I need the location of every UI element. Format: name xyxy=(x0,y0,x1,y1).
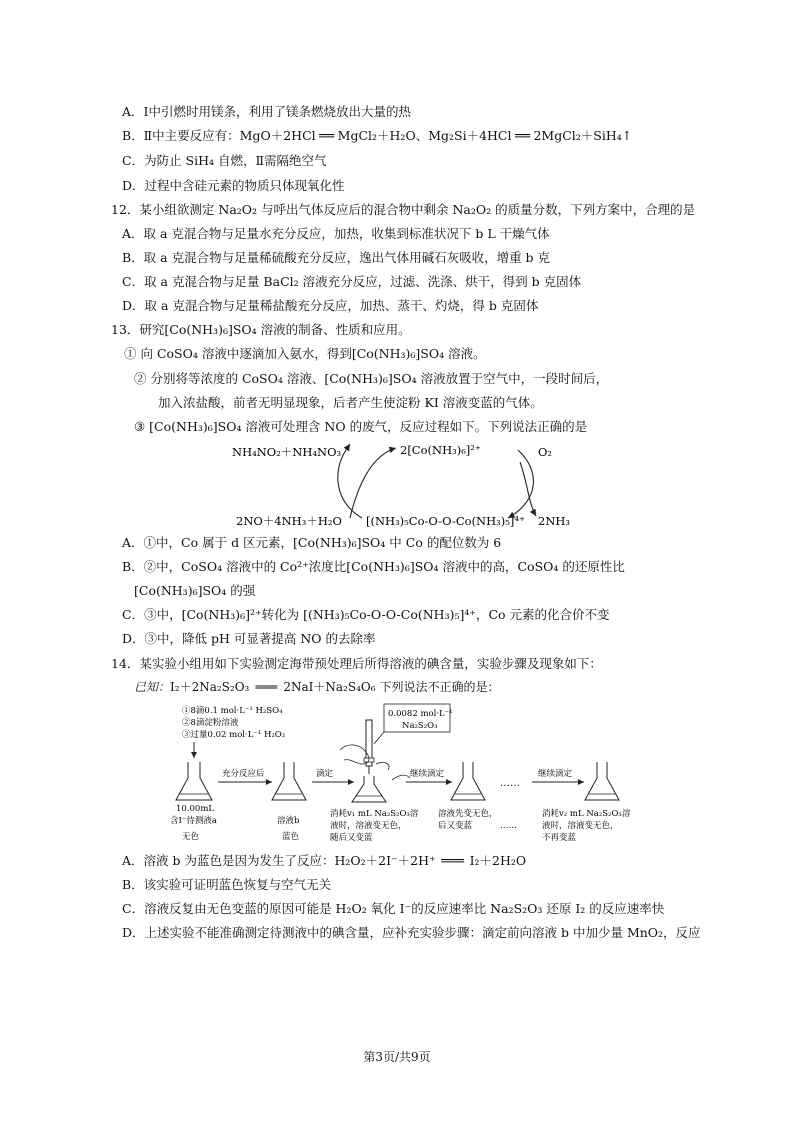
q14-dots: …… xyxy=(500,778,520,789)
q13-diagram-top-mid: 2[Co(NH₃)₆]²⁺ xyxy=(400,443,481,457)
q14-known-eq-a: I₂＋2Na₂S₂O₃ xyxy=(170,680,250,694)
q14-flask3-caption-1: 消耗v₁ mL Na₂S₂O₃溶 xyxy=(330,809,419,819)
q14-flask5-caption-3: 不再变蓝 xyxy=(542,833,577,843)
q14-flask2-caption-2: 蓝色 xyxy=(282,832,300,842)
q12-option-a: A．取 a 克混合物与足量水充分反应，加热，收集到标准状况下 b L 干燥气体 xyxy=(122,226,550,241)
q14-reagent-1: ①8滴0.1 mol·L⁻¹ H₂SO₄ xyxy=(182,706,283,716)
q13-diagram-top-right: O₂ xyxy=(538,445,553,459)
q12-option-b: B．取 a 克混合物与足量稀硫酸充分反应，逸出气体用碱石灰吸收，增重 b 克 xyxy=(122,250,551,265)
q13-option-b-line2: [Co(NH₃)₆]SO₄ 的强 xyxy=(134,583,256,598)
equals-sign: ═══ xyxy=(441,853,464,868)
q13-option-b-line1: B．②中，CoSO₄ 溶液中的 Co²⁺浓度比[Co(NH₃)₆]SO₄ 溶液中的高，CoSO₄ 的还原性比 xyxy=(122,559,625,574)
equals-sign: ══ xyxy=(514,128,531,143)
q14-flask1-caption-1: 10.00mL xyxy=(176,804,215,814)
equals-sign: ═══ xyxy=(255,680,278,694)
q14-flask5-caption-2: 液时，溶液变无色， xyxy=(542,821,619,831)
flask-icon xyxy=(272,762,306,800)
q14-flask3-caption-3: 随后又变蓝 xyxy=(330,833,373,843)
q14-reagent-2: ②8滴淀粉溶液 xyxy=(182,718,239,728)
flask-icon xyxy=(585,762,619,800)
q13-statement-1: ① 向 CoSO₄ 溶液中逐滴加入氨水，得到[Co(NH₃)₆]SO₄ 溶液。 xyxy=(124,346,486,361)
q14-stem: 14．某实验小组用如下实验测定海带预处理后所得溶液的碘含量，实验步骤及现象如下： xyxy=(111,656,602,671)
q13-statement-2b: 加入浓盐酸，前者无明显现象，后者产生使淀粉 KI 溶液变蓝的气体。 xyxy=(158,395,543,410)
q14-flask1-caption-3: 无色 xyxy=(182,832,200,842)
q14-flask4-caption-2: 后又变蓝 xyxy=(438,821,473,831)
equals-sign: ══ xyxy=(319,128,335,143)
q13-option-d: D．③中，降低 pH 可显著提高 NO 的去除率 xyxy=(122,631,376,646)
q11-option-c: C．为防止 SiH₄ 自燃，Ⅱ需隔绝空气 xyxy=(122,153,327,168)
q14-flask2-caption-1: 溶液b xyxy=(277,816,300,826)
q14-reagent-3: ③过量0.02 mol·L⁻¹ H₂O₂ xyxy=(182,730,286,740)
q14-flask1-caption-2: 含I⁻待测液a xyxy=(170,816,217,826)
q14-option-b: B．该实验可证明蓝色恢复与空气无关 xyxy=(122,877,332,892)
q13-statement-3: ③ [Co(NH₃)₆]SO₄ 溶液可处理含 NO 的废气，反应过程如下。下列说法正确的是 xyxy=(134,419,588,434)
q14-flask5-caption-1: 消耗v₂ mL Na₂S₂O₃溶 xyxy=(542,809,631,819)
q14-known-condition xyxy=(134,679,500,695)
q11-option-a: A．Ⅰ中引燃时用镁条，利用了镁条燃烧放出大量的热 xyxy=(122,104,411,119)
q14-option-a-text: A．溶液 b 为蓝色是因为发生了反应：H₂O₂＋2I⁻＋2H⁺ xyxy=(122,853,436,868)
q14-option-a-tail: I₂＋2H₂O xyxy=(469,853,527,868)
burette-icon xyxy=(364,720,374,774)
flask-icon xyxy=(176,762,212,800)
q13-diagram-top-left: NH₄NO₂＋NH₄NO₃ xyxy=(232,445,342,459)
q14-titration-diagram xyxy=(0,698,794,858)
q14-known-eq-b: 2NaI＋Na₂S₄O₆ xyxy=(283,680,376,694)
q13-left-arc-arrow xyxy=(338,444,362,518)
q12-option-d: D．取 a 克混合物与足量稀盐酸充分反应，加热、蒸干、灼烧，得 b 克固体 xyxy=(122,298,539,313)
q12-option-c: C．取 a 克混合物与足量 BaCl₂ 溶液充分反应，过滤、洗涤、烘干，得到 b 克固体 xyxy=(122,274,582,289)
q14-option-a xyxy=(122,853,526,869)
flask-icon xyxy=(352,776,386,802)
q11-option-b-part2: MgCl₂＋H₂O、Mg₂Si＋4HCl xyxy=(337,128,512,143)
q14-titrant-conc: 0.0082 mol·L⁻¹ xyxy=(388,709,453,719)
q13-diagram-bot-mid: [(NH₃)₅Co-O-O-Co(NH₃)₅]⁴⁺ xyxy=(366,514,526,528)
q13-mid-arc-arrow xyxy=(350,448,396,518)
q14-arrow-label-3: 继续滴定 xyxy=(410,769,445,779)
hand-icon xyxy=(340,745,389,770)
q14-dots-2: …… xyxy=(500,821,517,831)
q14-known-label: 已知： xyxy=(134,680,171,694)
q11-option-b xyxy=(122,128,632,144)
q14-titrant-name: Na₂S₂O₃ xyxy=(402,721,438,731)
q14-option-c: C．溶液反复由无色变蓝的原因可能是 H₂O₂ 氧化 I⁻的反应速率比 Na₂S₂O₃ 还原 I₂ 的反应速率快 xyxy=(122,901,665,916)
q13-diagram-bot-left: 2NO＋4NH₃＋H₂O xyxy=(236,514,342,528)
q14-arrow-label-2: 滴定 xyxy=(316,769,334,779)
flask-icon xyxy=(451,762,485,800)
q13-reaction-cycle-diagram xyxy=(0,436,794,536)
q13-option-c: C．③中，[Co(NH₃)₆]²⁺转化为 [(NH₃)₅Co-O-O-Co(NH₃)₅]⁴⁺，Co 元素的化合价不变 xyxy=(122,607,610,622)
page-number: 第3页/共9页 xyxy=(363,1050,431,1064)
q13-stem: 13．研究[Co(NH₃)₆]SO₄ 溶液的制备、性质和应用。 xyxy=(111,322,411,337)
q14-option-d: D．上述实验不能准确测定待测液中的碘含量，应补充实验步骤：滴定前向溶液 b 中加少量 MnO₂，反应 xyxy=(122,925,701,940)
q11-option-d: D．过程中含硅元素的物质只体现氧化性 xyxy=(122,178,345,193)
q13-diagram-bot-right: 2NH₃ xyxy=(538,514,571,528)
q14-flask3-caption-2: 液时，溶液变无色， xyxy=(330,821,407,831)
q11-option-b-part1: B．Ⅱ中主要反应有：MgO＋2HCl xyxy=(122,128,316,143)
q14-arrow-label-4: 继续滴定 xyxy=(538,769,573,779)
q13-statement-2a: ② 分别将等浓度的 CoSO₄ 溶液、[Co(NH₃)₆]SO₄ 溶液放置于空气中，一段时间后， xyxy=(134,371,609,386)
q14-flask4-caption-1: 溶液先变无色， xyxy=(438,809,498,819)
q12-stem: 12．某小组欲测定 Na₂O₂ 与呼出气体反应后的混合物中剩余 Na₂O₂ 的质量分数，下列方案中，合理的是 xyxy=(111,202,696,217)
q14-arrow-label-1: 充分反应后 xyxy=(222,769,265,779)
q14-known-tail: 下列说法不正确的是： xyxy=(379,680,500,694)
q13-right-arc-arrow xyxy=(508,450,533,518)
q13-option-a: A．①中，Co 属于 d 区元素，[Co(NH₃)₆]SO₄ 中 Co 的配位数为 6 xyxy=(122,535,502,550)
q11-option-b-part3: 2MgCl₂＋SiH₄↑ xyxy=(533,128,633,143)
